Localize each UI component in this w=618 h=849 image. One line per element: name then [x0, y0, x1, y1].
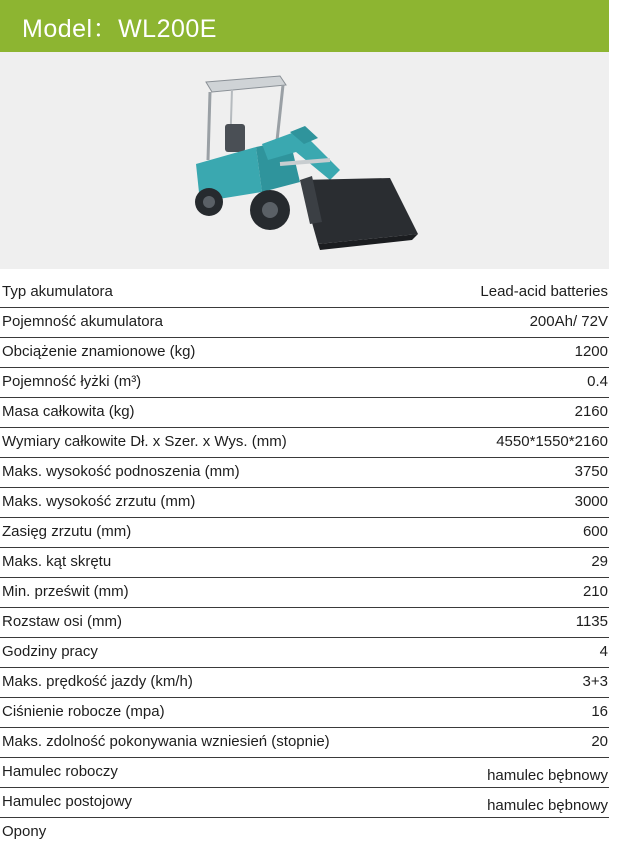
spec-value: 600	[582, 523, 608, 540]
spec-value: 210	[582, 583, 608, 600]
product-image-panel	[0, 52, 609, 269]
spec-row	[0, 368, 609, 398]
spec-row	[0, 638, 609, 668]
spec-label: Ciśnienie robocze (mpa)	[2, 703, 165, 720]
spec-label: Maks. zdolność pokonywania wzniesień (stopnie)	[2, 733, 330, 750]
spec-label: Maks. prędkość jazdy (km/h)	[2, 673, 193, 690]
spec-row	[0, 698, 609, 728]
spec-label: Hamulec roboczy	[2, 763, 118, 780]
spec-label: Wymiary całkowite Dł. x Szer. x Wys. (mm)	[2, 433, 287, 450]
specifications-table	[0, 278, 609, 848]
spec-value: hamulec bębnowy	[487, 797, 608, 814]
page-title: Model：WL200E	[22, 15, 217, 43]
spec-row	[0, 728, 609, 758]
spec-value: 4	[599, 643, 608, 660]
spec-value: 16	[591, 703, 608, 720]
spec-label: Maks. wysokość podnoszenia (mm)	[2, 463, 240, 480]
spec-row	[0, 458, 609, 488]
spec-label: Maks. wysokość zrzutu (mm)	[2, 493, 196, 510]
spec-label: Rozstaw osi (mm)	[2, 613, 123, 630]
spec-row	[0, 578, 609, 608]
spec-value: 4550*1550*2160	[496, 433, 608, 450]
spec-label: Masa całkowita (kg)	[2, 403, 135, 420]
spec-value: 3750	[574, 463, 608, 480]
spec-label: Pojemność akumulatora	[2, 313, 163, 330]
spec-label: Zasięg zrzutu (mm)	[2, 523, 132, 540]
spec-value: 0.4	[587, 373, 608, 390]
spec-value: 3000	[574, 493, 608, 510]
spec-label: Opony	[2, 823, 47, 840]
spec-row	[0, 548, 609, 578]
spec-row	[0, 488, 609, 518]
spec-label: Obciążenie znamionowe (kg)	[2, 343, 196, 360]
spec-label: Maks. kąt skrętu	[2, 553, 112, 570]
spec-value: 20	[591, 733, 608, 750]
spec-value: 2160	[574, 403, 608, 420]
spec-label: Hamulec postojowy	[2, 793, 133, 810]
spec-value: Lead-acid batteries	[480, 283, 608, 300]
spec-value: hamulec bębnowy	[487, 767, 608, 784]
spec-label: Godziny pracy	[2, 643, 98, 660]
spec-row	[0, 758, 609, 788]
spec-row	[0, 668, 609, 698]
spec-label: Pojemność łyżki (m³)	[2, 373, 142, 390]
spec-row	[0, 788, 609, 818]
spec-row	[0, 338, 609, 368]
spec-row	[0, 428, 609, 458]
spec-row	[0, 518, 609, 548]
spec-value: 29	[591, 553, 608, 570]
spec-label: Min. prześwit (mm)	[2, 583, 129, 600]
spec-row	[0, 278, 609, 308]
spec-row	[0, 398, 609, 428]
spec-row	[0, 308, 609, 338]
wheel-loader-image	[0, 52, 609, 269]
spec-value: 1200	[574, 343, 608, 360]
spec-label: Typ akumulatora	[2, 283, 113, 300]
spec-row	[0, 818, 609, 848]
spec-value: 200Ah/ 72V	[529, 313, 608, 330]
model-header	[0, 0, 609, 52]
spec-value: 1135	[575, 613, 608, 630]
spec-value: 3+3	[582, 673, 608, 690]
spec-row	[0, 608, 609, 638]
